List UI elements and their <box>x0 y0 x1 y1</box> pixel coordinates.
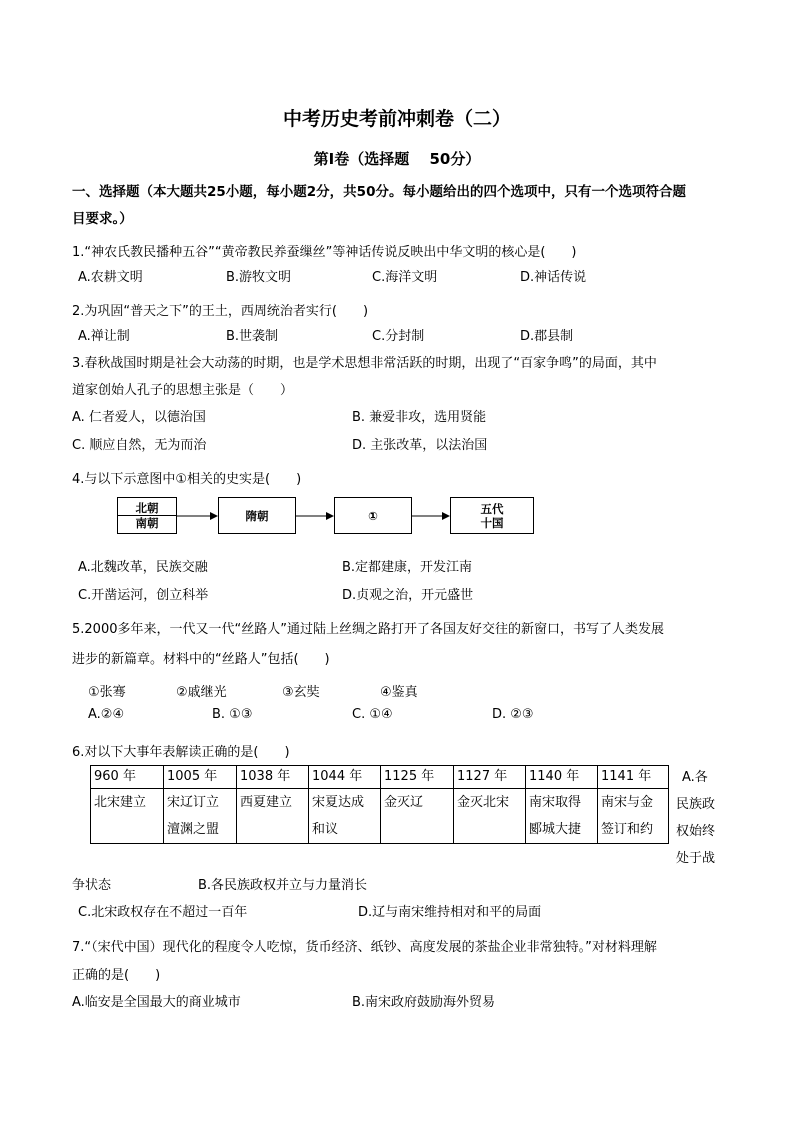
question-6-option-b: B.各民族政权并立与力量消长 <box>198 878 368 893</box>
question-5-item-3: ③玄奘 <box>282 685 320 700</box>
question-5-option-b: B. ①③ <box>212 707 253 722</box>
question-5-item-2: ②戚继光 <box>176 685 227 700</box>
question-3-option-c: C. 顺应自然，无为而治 <box>72 438 207 453</box>
question-2-stem: 2.为巩固“普天之下”的王土，西周统治者实行( ) <box>72 304 369 319</box>
timeline-event: 西夏建立 <box>237 789 309 844</box>
timeline-year: 1125 年 <box>381 766 454 789</box>
timeline-year: 1044 年 <box>309 766 381 789</box>
question-1-option-c: C.海洋文明 <box>372 270 438 285</box>
diagram-box-south-label: 南朝 <box>135 516 159 530</box>
question-3-stem-line1: 3.春秋战国时期是社会大动荡的时期，也是学术思想非常活跃的时期，出现了“百家争鸣”的局面，其中 <box>72 356 657 371</box>
section-subtitle: 第Ⅰ卷（选择题 50分） <box>313 150 481 168</box>
question-5-item-4: ④鉴真 <box>380 685 418 700</box>
timeline-event: 南宋与金 签订和约 <box>598 789 669 844</box>
question-5-item-1: ①张骞 <box>88 685 126 700</box>
timeline-year: 960 年 <box>91 766 164 789</box>
timeline-event: 北宋建立 <box>91 789 164 844</box>
question-1-option-d: D.神话传说 <box>520 270 587 285</box>
question-6-option-d: D.辽与南宋维持相对和平的局面 <box>358 905 542 920</box>
timeline-event: 金灭北宋 <box>454 789 526 844</box>
timeline-year: 1038 年 <box>237 766 309 789</box>
question-5-stem-line1: 5.2000多年来，一代又一代“丝路人”通过陆上丝绸之路打开了各国友好交往的新窗口，书写了人类发展 <box>72 622 664 637</box>
timeline-year: 1005 年 <box>164 766 237 789</box>
question-3-option-a: A. 仁者爱人，以德治国 <box>72 410 206 425</box>
question-5-option-a: A.②④ <box>88 707 125 722</box>
diagram-box-sui-label: 隋朝 <box>245 508 269 523</box>
section-instructions-line1: 一、选择题（本大题共25小题，每小题2分，共50分。每小题给出的四个选项中，只有一个选项符合题 <box>72 184 686 200</box>
question-7-stem-line2: 正确的是( ) <box>72 968 161 983</box>
question-7-option-a: A.临安是全国最大的商业城市 <box>72 995 241 1010</box>
question-5-option-d: D. ②③ <box>492 707 534 722</box>
timeline-table <box>90 765 669 844</box>
page-title: 中考历史考前冲刺卷（二） <box>282 108 511 130</box>
timeline-event: 南宋取得 郾城大捷 <box>526 789 598 844</box>
question-5-option-c: C. ①④ <box>352 707 393 722</box>
question-7-stem-line1: 7.“（宋代中国）现代化的程度令人吃惊，货币经济、纸钞、高度发展的茶盐企业非常独特。”对材料理解 <box>72 940 657 955</box>
question-4-stem: 4.与以下示意图中①相关的史实是( ) <box>72 472 302 487</box>
question-1-option-a: A.农耕文明 <box>78 270 143 285</box>
timeline-year: 1141 年 <box>598 766 669 789</box>
timeline-years-row <box>91 766 669 789</box>
timeline-event: 宋夏达成 和议 <box>309 789 381 844</box>
question-5-stem-line2: 进步的新篇章。材料中的“丝路人”包括( ) <box>72 652 330 667</box>
question-2-option-b: B.世袭制 <box>226 329 279 344</box>
question-3-stem-line2: 道家创始人孔子的思想主张是（ ） <box>72 383 294 398</box>
timeline-year: 1140 年 <box>526 766 598 789</box>
question-6-option-c: C.北宋政权存在不超过一百年 <box>78 905 248 920</box>
question-3-option-d: D. 主张改革，以法治国 <box>352 438 488 453</box>
question-2-option-a: A.禅让制 <box>78 329 130 344</box>
question-2-option-d: D.郡县制 <box>520 329 574 344</box>
question-4-option-c: C.开凿运河，创立科举 <box>78 588 209 603</box>
question-1-stem: 1.“神农氏教民播种五谷”“黄帝教民养蚕缫丝”等神话传说反映出中华文明的核心是( ) <box>72 245 577 260</box>
timeline-year: 1127 年 <box>454 766 526 789</box>
question-6-stem: 6.对以下大事年表解读正确的是( ) <box>72 745 290 760</box>
question-6-option-a-end: 争状态 <box>72 878 112 893</box>
timeline-events-row <box>91 789 669 844</box>
diagram-box-blank-label: ① <box>368 508 378 523</box>
question-1-option-b: B.游牧文明 <box>226 270 292 285</box>
question-7-option-b: B.南宋政府鼓励海外贸易 <box>352 995 496 1010</box>
diagram-box-north-label: 北朝 <box>135 501 159 515</box>
question-2-option-c: C.分封制 <box>372 329 425 344</box>
question-6-option-a-wrapped: A.各 民族政 权始终 处于战 <box>676 770 716 866</box>
timeline-event: 金灭辽 <box>381 789 454 844</box>
diagram-box-ten-kingdoms-label: 十国 <box>480 515 504 530</box>
question-4-option-a: A.北魏改革，民族交融 <box>78 560 208 575</box>
question-4-option-d: D.贞观之治，开元盛世 <box>342 588 474 603</box>
question-4-option-b: B.定都建康，开发江南 <box>342 560 473 575</box>
timeline-event: 宋辽订立 澶渊之盟 <box>164 789 237 844</box>
question-3-option-b: B. 兼爱非攻，选用贤能 <box>352 410 487 425</box>
diagram-box-five-dynasties-label: 五代 <box>480 501 504 516</box>
section-instructions-line2: 目要求。） <box>72 211 133 227</box>
